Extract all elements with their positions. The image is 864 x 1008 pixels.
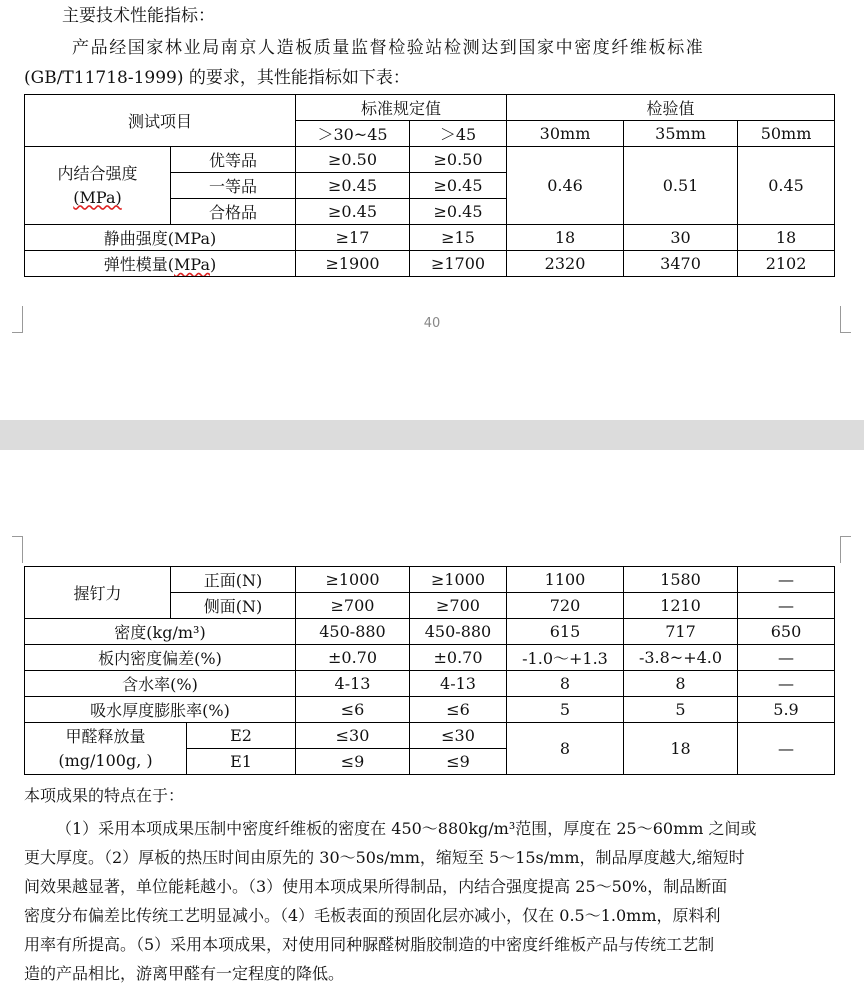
table-cell: 1580: [624, 567, 738, 593]
features-line: （1）采用本项成果压制中密度纤维板的密度在 450～880kg/m³范围，厚度在 25～60mm 之间或: [56, 819, 757, 838]
section-heading: 主要技术性能指标：: [62, 6, 215, 26]
table-cell: —: [738, 723, 835, 775]
table-cell: ≥0.45: [296, 199, 410, 225]
table-cell: 3470: [624, 251, 738, 277]
table-cell: ≥1900: [296, 251, 410, 277]
header-insp-sub: 35mm: [624, 121, 738, 147]
header-standard: 标准规定值: [296, 95, 507, 121]
features-line: 造的产品相比，游离甲醛有一定程度的降低。: [24, 964, 345, 983]
table-cell: 650: [738, 619, 835, 645]
spec-table-part2: [24, 566, 835, 775]
table-cell: 5.9: [738, 697, 835, 723]
table-cell: —: [738, 645, 835, 671]
table-cell: 0.45: [738, 147, 835, 225]
table-cell: 8: [507, 671, 624, 697]
features-line: 用率有所提高。（5）采用本项成果，对使用同种脲醛树脂胶制造的中密度纤维板产品与传统工艺制: [24, 935, 715, 954]
table-cell: —: [738, 567, 835, 593]
table-cell: ≥17: [296, 225, 410, 251]
table-cell: 2102: [738, 251, 835, 277]
grade-cell: 侧面(N): [171, 593, 296, 619]
table-cell: ≤9: [296, 749, 410, 775]
table-cell: 5: [507, 697, 624, 723]
table-cell: ≥0.50: [410, 147, 507, 173]
row-label: 板内密度偏差(%): [25, 645, 296, 671]
table-cell: ≤30: [296, 723, 410, 749]
nail-holding-label: 握钉力: [25, 567, 171, 619]
bond-strength-label: [25, 147, 171, 225]
bond-label-line2: (MPa): [73, 187, 122, 207]
table-cell: -3.8~+4.0: [624, 645, 738, 671]
table-cell: 30: [624, 225, 738, 251]
table-cell: 8: [624, 671, 738, 697]
features-line: 间效果越显著，单位能耗越小。（3）使用本项成果所得制品，内结合强度提高 25～50%，制品断面: [24, 877, 728, 896]
features-heading: 本项成果的特点在于：: [24, 786, 185, 805]
row-label: 吸水厚度膨胀率(%): [25, 697, 296, 723]
table-cell: —: [738, 671, 835, 697]
row-label-unit: MPa: [174, 229, 210, 248]
row-label-text: 弹性模量: [103, 255, 168, 274]
header-insp-sub: 30mm: [507, 121, 624, 147]
table-cell: ≤6: [410, 697, 507, 723]
table-cell: ≥1700: [410, 251, 507, 277]
table-cell: 450-880: [296, 619, 410, 645]
table-cell: 18: [624, 723, 738, 775]
table-cell: ≥0.50: [296, 147, 410, 173]
table-cell: 8: [507, 723, 624, 775]
header-inspection: 检验值: [507, 95, 835, 121]
table-cell: 0.51: [624, 147, 738, 225]
table-cell: ≥0.45: [410, 199, 507, 225]
spec-table-part1: [24, 94, 835, 277]
table-cell: ≥1000: [296, 567, 410, 593]
table-cell: 2320: [507, 251, 624, 277]
table-cell: 18: [738, 225, 835, 251]
grade-cell: 正面(N): [171, 567, 296, 593]
formaldehyde-label: [25, 723, 187, 775]
table-cell: -1.0～+1.3: [507, 645, 624, 671]
grade-cell: E2: [187, 723, 296, 749]
table-cell: ±0.70: [410, 645, 507, 671]
row-label: 弹性模量(MPa): [25, 251, 296, 277]
table-cell: 4-13: [410, 671, 507, 697]
grade-cell: 优等品: [171, 147, 296, 173]
table-cell: 4-13: [296, 671, 410, 697]
header-insp-sub: 50mm: [738, 121, 835, 147]
table-cell: 450-880: [410, 619, 507, 645]
grade-cell: 合格品: [171, 199, 296, 225]
table-cell: —: [738, 593, 835, 619]
header-std-sub: ＞30~45: [296, 121, 410, 147]
table-cell: 1210: [624, 593, 738, 619]
table-cell: ≥700: [410, 593, 507, 619]
features-paragraph: [24, 814, 840, 988]
table-cell: ±0.70: [296, 645, 410, 671]
intro-line-1: 产品经国家林业局南京人造板质量监督检验站检测达到国家中密度纤维板标准: [72, 38, 705, 58]
page-corner-mark: [12, 536, 23, 563]
table-cell: ≤30: [410, 723, 507, 749]
table-cell: 615: [507, 619, 624, 645]
table-cell: ≥1000: [410, 567, 507, 593]
table-cell: ≥0.45: [410, 173, 507, 199]
table-cell: ≤6: [296, 697, 410, 723]
row-label: 含水率(%): [25, 671, 296, 697]
table-cell: ≥700: [296, 593, 410, 619]
grade-cell: 一等品: [171, 173, 296, 199]
table-cell: ≥15: [410, 225, 507, 251]
table-cell: 18: [507, 225, 624, 251]
page-gap: [0, 420, 864, 450]
formaldehyde-label-line1: 甲醛释放量: [65, 726, 146, 746]
row-label-unit: MPa: [174, 255, 210, 274]
table-cell: 0.46: [507, 147, 624, 225]
row-label: 密度(kg/m³): [25, 619, 296, 645]
features-line: 密度分布偏差比传统工艺明显减小。（4）毛板表面的预固化层亦减小，仅在 0.5～1.0mm，原料利: [24, 906, 721, 925]
header-std-sub: ＞45: [410, 121, 507, 147]
row-label: 静曲强度(MPa): [25, 225, 296, 251]
table-cell: ≥0.45: [296, 173, 410, 199]
table-cell: 720: [507, 593, 624, 619]
features-line: 更大厚度。（2）厚板的热压时间由原先的 30～50s/mm，缩短至 5～15s/mm，制品厚度越大,缩短时: [24, 848, 745, 867]
row-label-text: 静曲强度: [103, 229, 168, 248]
grade-cell: E1: [187, 749, 296, 775]
table-cell: 1100: [507, 567, 624, 593]
page-number: 40: [423, 316, 441, 331]
table-cell: 717: [624, 619, 738, 645]
bond-label-line1: 内结合强度: [57, 163, 138, 183]
table-cell: 5: [624, 697, 738, 723]
table-cell: ≤9: [410, 749, 507, 775]
formaldehyde-label-line2: (mg/100g, ): [58, 750, 153, 770]
page-corner-mark: [840, 536, 851, 563]
header-test-item: 测试项目: [25, 95, 296, 147]
intro-line-2: (GB/T11718-1999) 的要求，其性能指标如下表：: [24, 68, 410, 88]
